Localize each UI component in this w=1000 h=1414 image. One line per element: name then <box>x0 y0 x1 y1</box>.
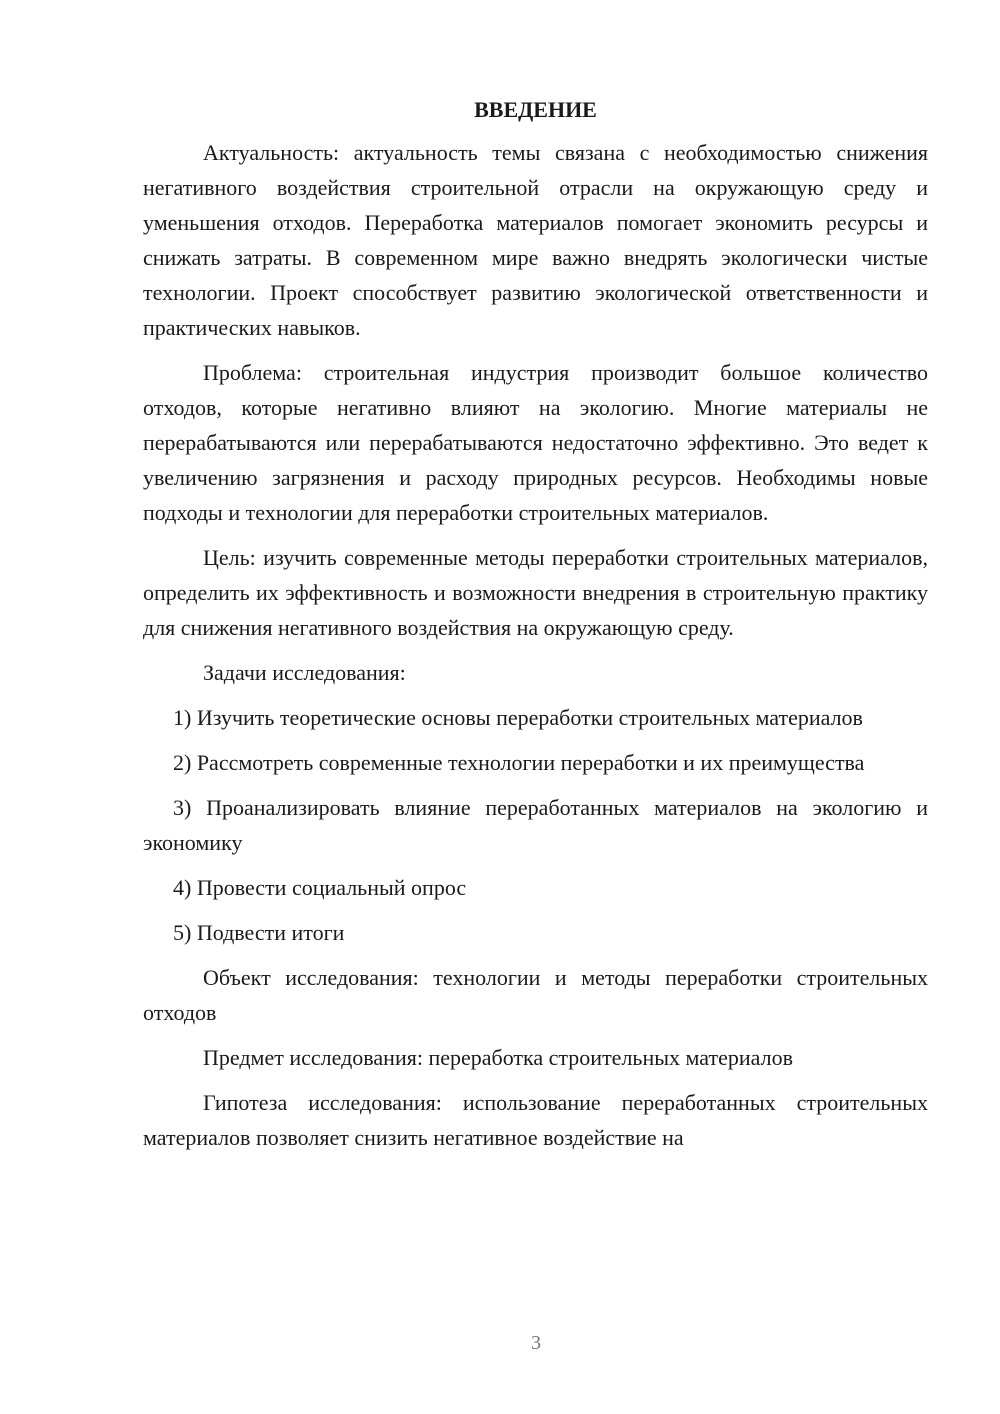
task-item-2: 2) Рассмотреть современные технологии переработки и их преимущества <box>173 750 865 775</box>
page-number: 3 <box>531 1332 541 1354</box>
task-item-5: 5) Подвести итоги <box>173 920 345 945</box>
document-page <box>143 92 928 1155</box>
task-item-3: 3) Проанализировать влияние переработанных материалов на экологию и экономику <box>143 795 928 855</box>
research-subject-paragraph: Предмет исследования: переработка строительных материалов <box>203 1045 793 1070</box>
task-item-4: 4) Провести социальный опрос <box>173 875 467 900</box>
problem-paragraph: Проблема: строительная индустрия производит большое количество отходов, которые негативно влияют на экологию. Многие материалы не перерабатываются или перерабатываются недостаточно эффективно. Это ведет к увеличению загрязнения и расходу природных ресурсов. Необходимы новые подходы и технологии для переработки строительных материалов. <box>143 360 928 525</box>
page-title: ВВЕДЕНИЕ <box>474 97 597 122</box>
relevance-paragraph: Актуальность: актуальность темы связана с необходимостью снижения негативного воздействия строительной отрасли на окружающую среду и уменьшения отходов. Переработка материалов помогает экономить ресурсы и снижать затраты. В современном мире важно внедрять экологически чистые технологии. Проект способствует развитию экологической ответственности и практических навыков. <box>143 140 928 340</box>
research-object-paragraph: Объект исследования: технологии и методы переработки строительных отходов <box>143 965 928 1025</box>
goal-paragraph: Цель: изучить современные методы переработки строительных материалов, определить их эффективность и возможности внедрения в строительную практику для снижения негативного воздействия на окружающую среду. <box>143 545 928 640</box>
tasks-heading: Задачи исследования: <box>203 660 406 685</box>
hypothesis-paragraph: Гипотеза исследования: использование переработанных строительных материалов позволяет снизить негативное воздействие на <box>143 1090 928 1150</box>
task-item-1: 1) Изучить теоретические основы переработки строительных материалов <box>173 705 863 730</box>
